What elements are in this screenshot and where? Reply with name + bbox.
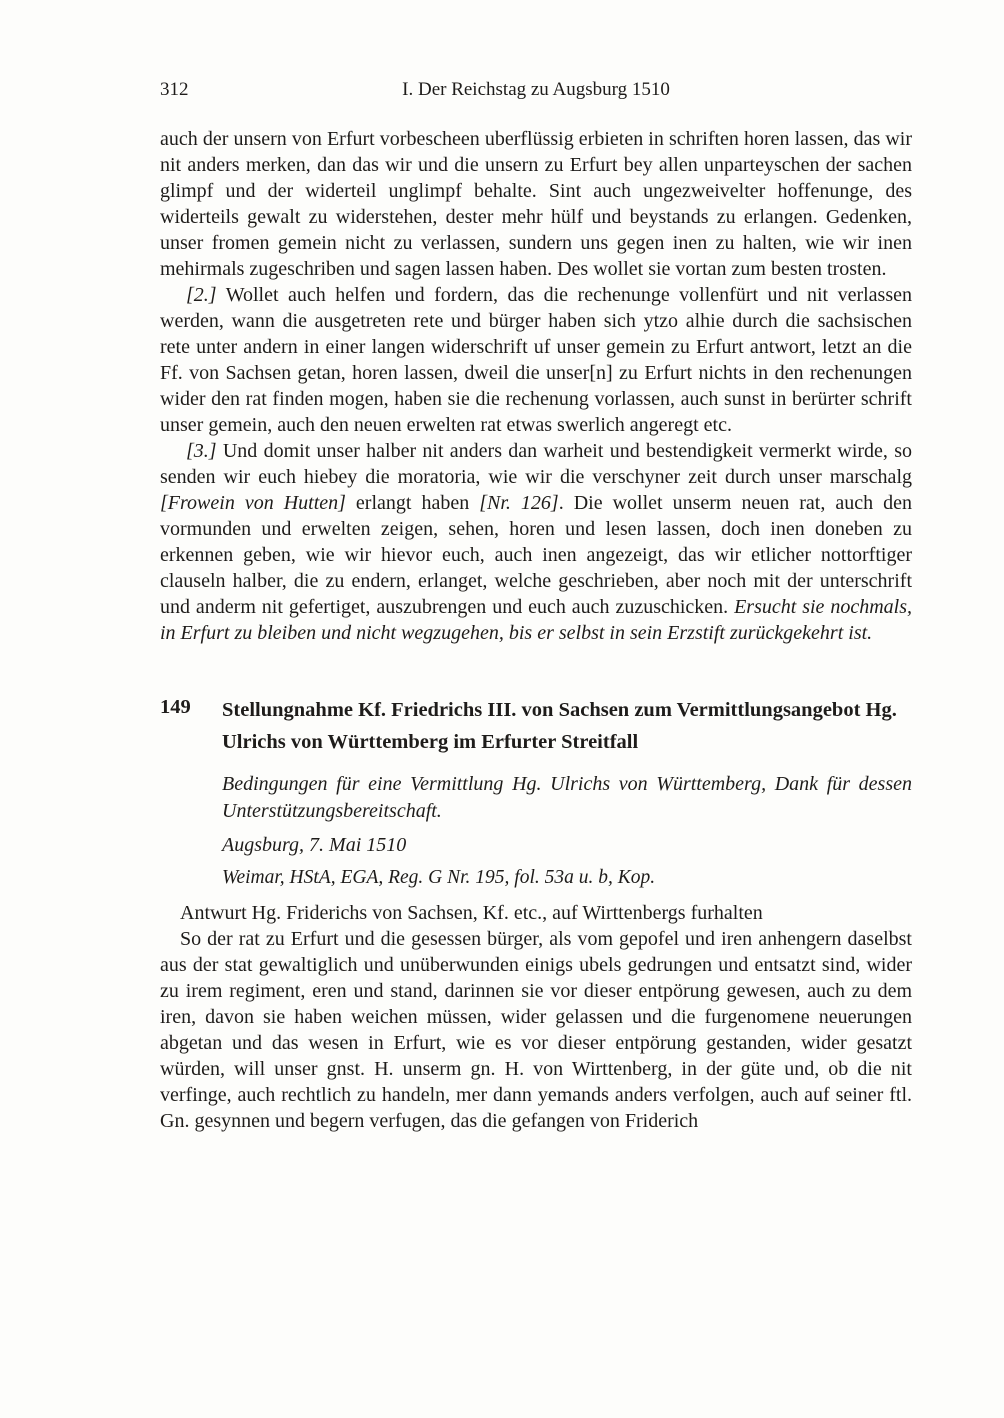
paragraph-3-text-3: . Die wollet unserm neuen rat, auch den vormunden und erwelten zeigen, sehen, horen und lesen lassen, doch inen doneben zu erkennen geben, wie wir hievor euch, auch inen angezeigt, das wir etlicher nottorftiger clauseln halber, die zu endern, erlanget, welche geschrieben, aber noch mit der unterschrift und anderm nit gefertiget, auszubrengen und euch auch zuzuschicken. <box>160 492 912 618</box>
entry-paragraph-2: So der rat zu Erfurt und die gesessen bürger, als vom gepofel und iren anhengern daselbst aus der stat gewaltiglich und unüberwunden einigs ubels gedrungen und entsatzt sind, wider zu irem regiment, eren und stand, darinnen sie vor dieser entpörung gewesen, auch zu dem iren, davon sie haben weichen müssen, wider gelassen und die furgenomene neuerungen abgetan und das wesen in Erfurt, wie es vor dieser entpörung gestanden, wider gesatzt würden, will unser gnst. H. unserm gn. H. von Wirttenberg, in der güte und, ob die nit verfinge, auch rechtlich zu handeln, mer dann yemands anders verfolgen, auch auf seiner ftl. Gn. gesynnen und begern verfugen, das die gefangen von Friderich <box>160 928 912 1132</box>
running-header-title: I. Der Reichstag zu Augsburg 1510 <box>402 79 670 100</box>
paragraph-2-text: Wollet auch helfen und fordern, das die rechenunge vollenfürt und nit verlassen werden, wann die ausgetreten rete und bürger haben sich ytzo alhie durch die sachsischen rete unter andern in einer langen widerschrift uf unser gemein zu Erfurt antwort, letzt an die Ff. von Sachsen getan, horen lassen, dweil die unser[n] zu Erfurt nichts in den rechenungen wider den rat finden mogen, haben sie die rechenung vorlassen, auch sunst in berürter schrift unser gemein, auch den neuen erwelten rat etwas swerlich angeregt etc. <box>160 284 912 436</box>
paragraph-3-person-name: [Frowein von Hutten] <box>160 492 346 514</box>
entry-title: Stellungnahme Kf. Friedrichs III. von Sachsen zum Vermittlungsangebot Hg. Ulrichs von Württemberg im Erfurter Streitfall <box>222 699 897 753</box>
entry-dateline: Augsburg, 7. Mai 1510 <box>222 834 407 856</box>
entry-archive-reference: Weimar, HStA, EGA, Reg. G Nr. 195, fol. 53a u. b, Kop. <box>222 867 656 888</box>
text-block <box>160 78 912 1134</box>
paragraph-3-text-2: erlangt haben <box>345 492 480 514</box>
paragraph-2-marker: [2.] <box>186 284 217 306</box>
entry-paragraph-1: Antwurt Hg. Friderichs von Sachsen, Kf. etc., auf Wirttenbergs furhalten <box>180 902 763 924</box>
paragraph-3-document-reference: [Nr. 126] <box>479 492 559 514</box>
running-header <box>160 78 912 102</box>
paragraph-2 <box>160 282 912 438</box>
entry-body <box>160 900 912 1134</box>
entry-summary: Bedingungen für eine Vermittlung Hg. Ulrichs von Württemberg, Dank für dessen Unterstützungsbereitschaft. <box>222 773 912 822</box>
paragraph-continuation: auch der unsern von Erfurt vorbescheen uberflüssig erbieten in schriften horen lassen, das wir nit anders merken, dan das wir und die unsern zu Erfurt bey allen unparteyschen der sachen glimpf und der widerteil unglimpf behalte. Sint auch ungezweivelter hoffenunge, des widerteils gewalt zu widerstehen, dester mehr hülf und beystands zu erlangen. Gedenken, unser fromen gemein nicht zu verlassen, sundern uns gegen inen zu halten, wie wir inen mehirmals zugeschriben und sagen lassen haben. Des wollet sie vortan zum besten trosten. <box>160 128 912 280</box>
entry-heading <box>160 694 912 758</box>
page-number: 312 <box>160 79 189 100</box>
page-body <box>160 126 912 646</box>
paragraph-3-marker: [3.] <box>186 440 217 462</box>
entry-149 <box>160 694 912 1134</box>
paragraph-3 <box>160 438 912 646</box>
paragraph-3-text-1: Und domit unser halber nit anders dan warheit und bestendigkeit vermerkt wirde, so senden wir euch hiebey die moratoria, wie wir die verschyner zeit durch unser marschalg <box>160 440 912 488</box>
paragraph-3-editorial-note: Ersucht sie nochmals, in Erfurt zu bleiben und nicht wegzugehen, bis er selbst in sein Erzstift zurückgekehrt ist. <box>160 596 913 644</box>
entry-number: 149 <box>160 696 191 718</box>
